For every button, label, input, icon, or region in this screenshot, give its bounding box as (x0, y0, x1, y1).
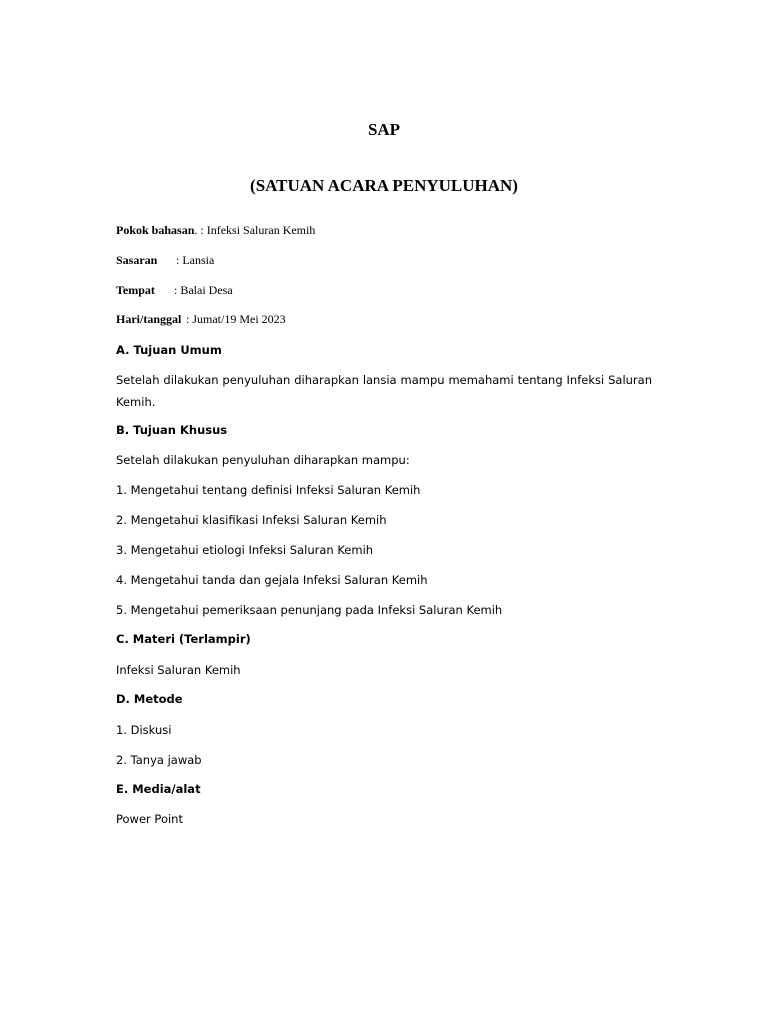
tujuan-khusus-intro: Setelah dilakukan penyuluhan diharapkan mampu: (116, 453, 410, 467)
meta-sasaran (116, 252, 214, 268)
meta-tempat (116, 282, 233, 298)
section-heading-tujuan-umum: A. Tujuan Umum (116, 343, 222, 357)
section-heading-media: E. Media/alat (116, 782, 201, 796)
meta-value: : Lansia (176, 253, 215, 267)
media-text: Power Point (116, 812, 183, 826)
meta-value: : Jumat/19 Mei 2023 (186, 312, 286, 326)
section-heading-metode: D. Metode (116, 692, 183, 706)
meta-hari-tanggal (116, 311, 286, 327)
meta-pokok-bahasan (116, 222, 315, 238)
list-item: 1. Diskusi (116, 723, 172, 737)
meta-value: : Balai Desa (174, 283, 233, 297)
materi-text: Infeksi Saluran Kemih (116, 663, 241, 677)
tujuan-umum-paragraph: Setelah dilakukan penyuluhan diharapkan lansia mampu memahami tentang Infeksi Saluran Kemih. (116, 373, 652, 409)
section-heading-materi: C. Materi (Terlampir) (116, 632, 251, 646)
section-heading-tujuan-khusus: B. Tujuan Khusus (116, 423, 228, 437)
list-item: 2. Mengetahui klasifikasi Infeksi Saluran Kemih (116, 513, 387, 527)
document-title: SAP (367, 120, 401, 139)
meta-label: Pokok bahasan (116, 223, 195, 237)
meta-value: . : Infeksi Saluran Kemih (194, 223, 316, 237)
meta-label: Hari/tanggal (116, 312, 182, 326)
list-item: 2. Tanya jawab (116, 753, 202, 767)
list-item: 1. Mengetahui tentang definisi Infeksi Saluran Kemih (116, 483, 421, 497)
list-item: 5. Mengetahui pemeriksaan penunjang pada Infeksi Saluran Kemih (116, 603, 503, 617)
meta-label: Sasaran (116, 253, 158, 267)
document-subtitle: (SATUAN ACARA PENYULUHAN) (250, 176, 518, 195)
list-item: 4. Mengetahui tanda dan gejala Infeksi Saluran Kemih (116, 573, 428, 587)
list-item: 3. Mengetahui etiologi Infeksi Saluran Kemih (116, 543, 374, 557)
meta-label: Tempat (116, 283, 155, 297)
